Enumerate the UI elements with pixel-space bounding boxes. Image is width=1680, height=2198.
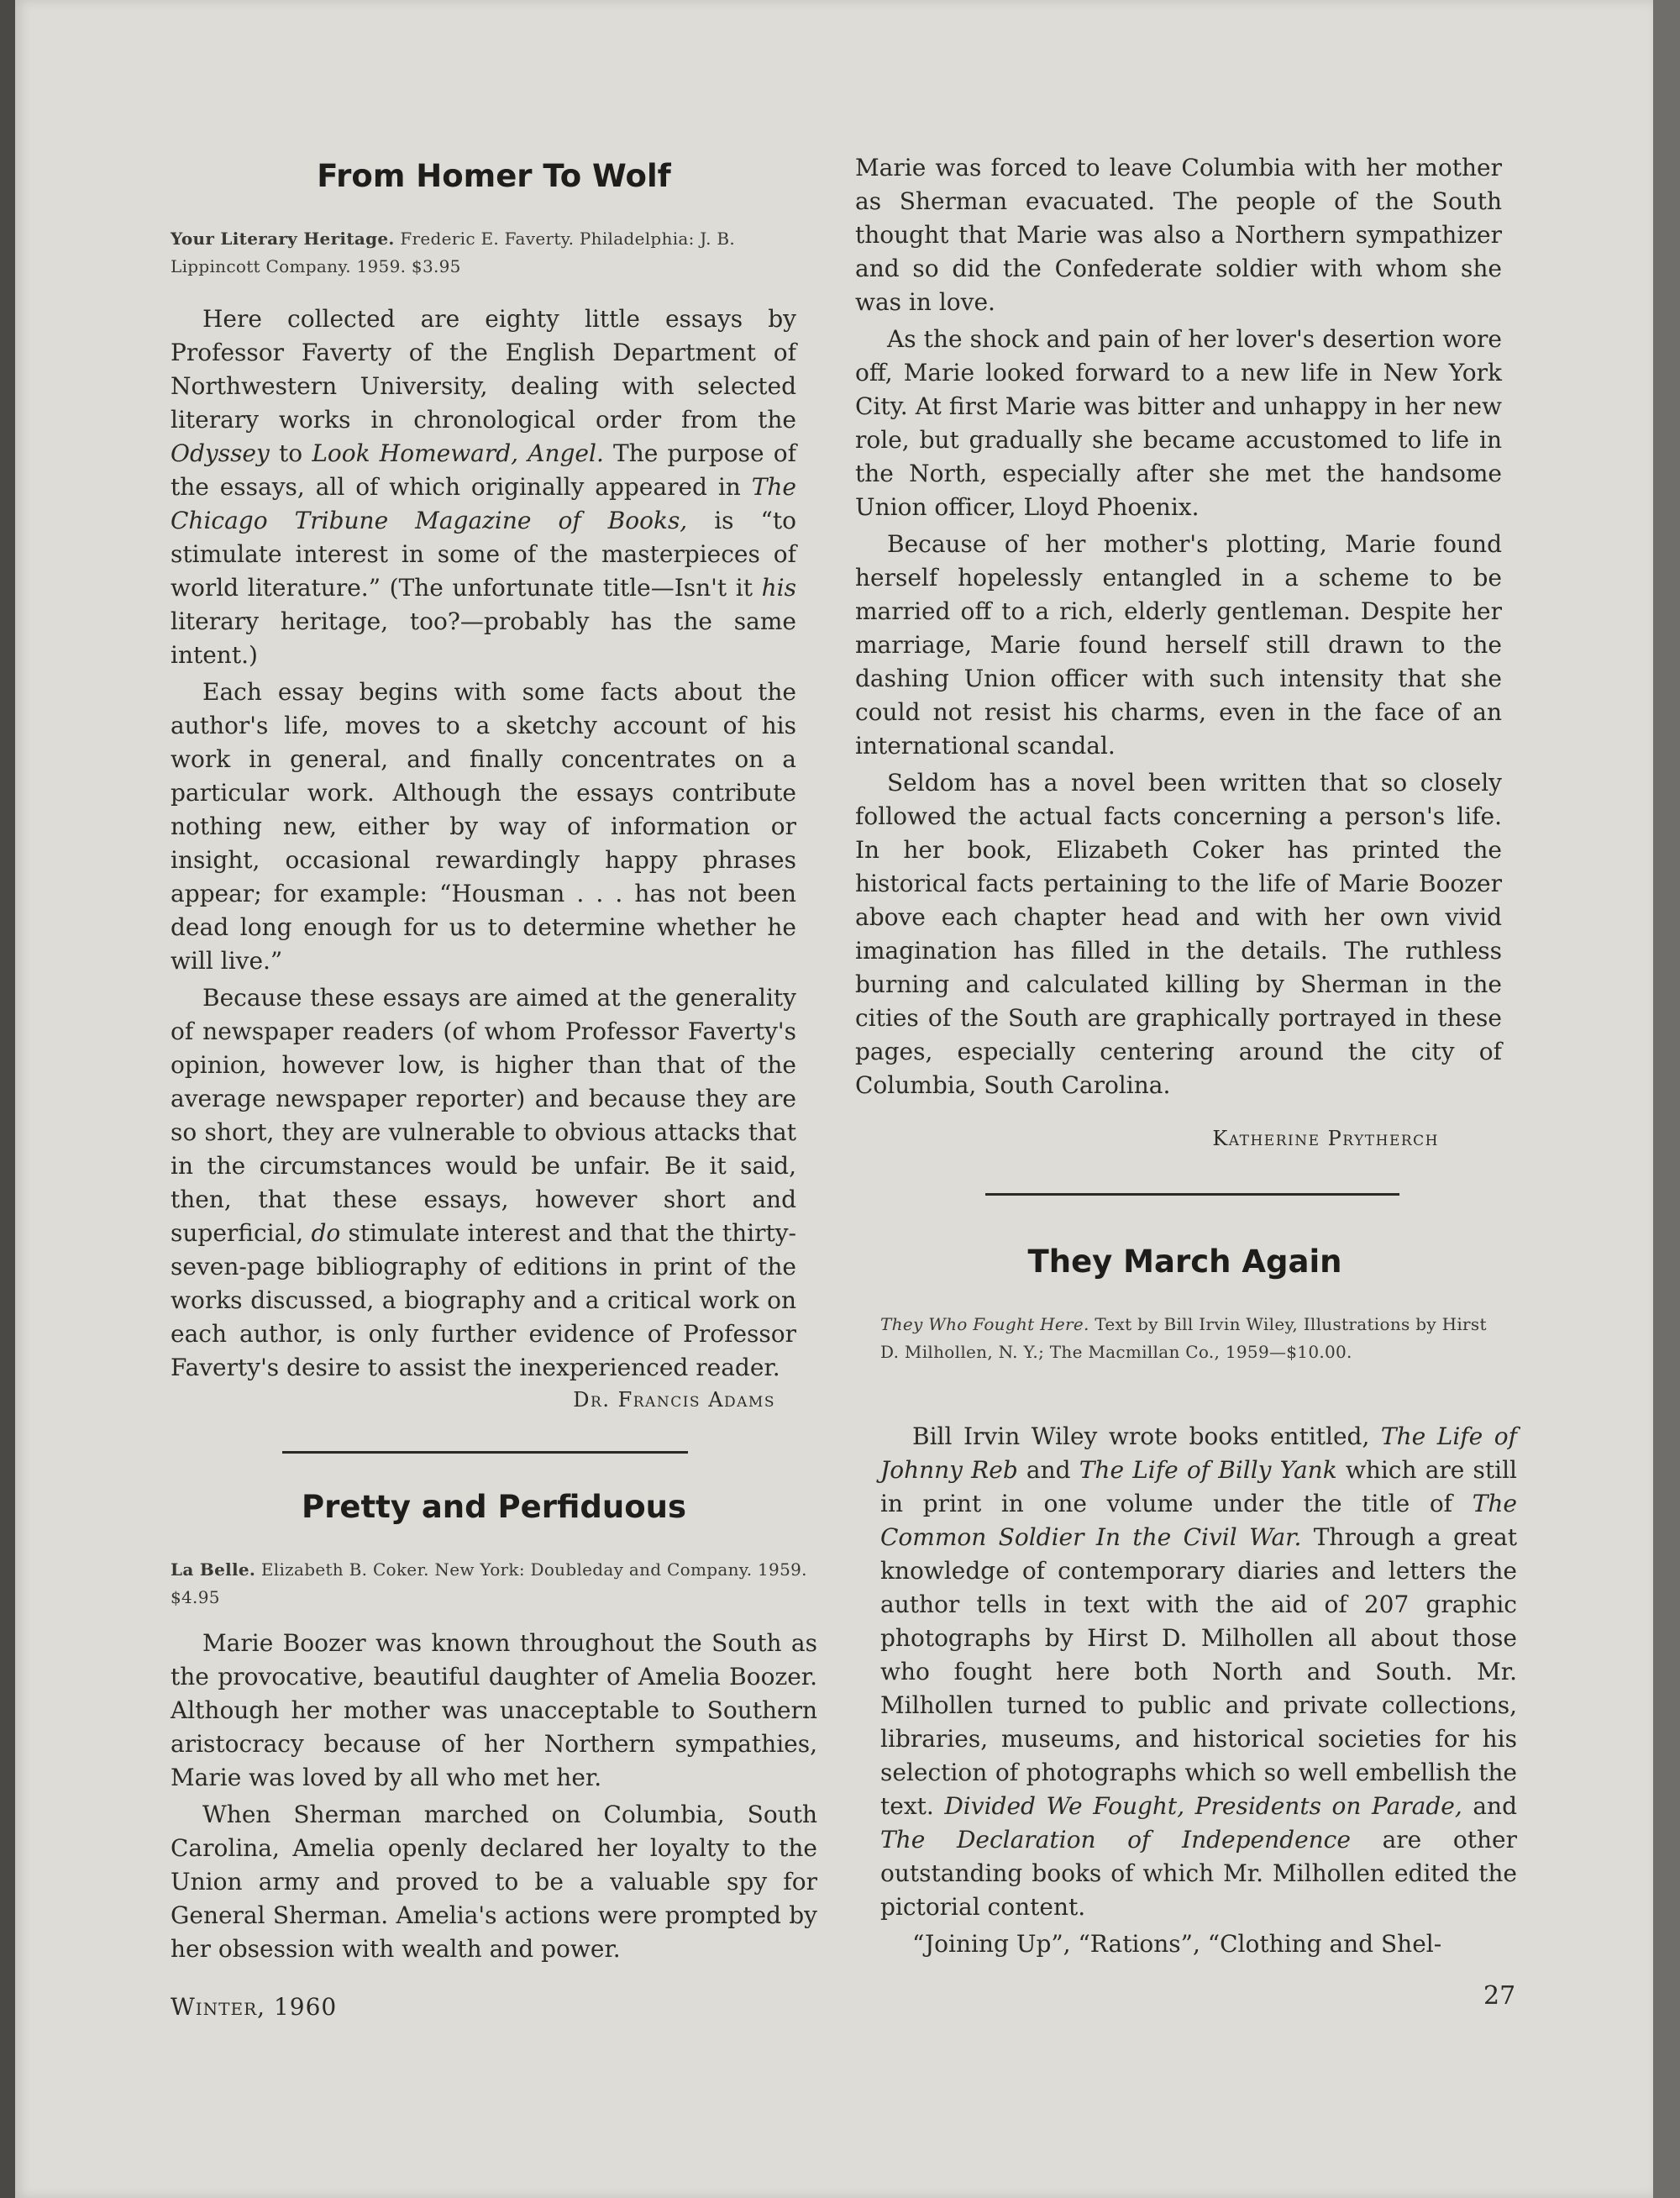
review2-paragraph-1: Marie Boozer was known throughout the South as the provocative, beautiful daughter of Amelia Boozer. Although her mother was unacceptable to Southern aristocracy because of her Northern sympathies, Marie was loved by all who met her. xyxy=(171,1629,817,1791)
page-number: 27 xyxy=(1483,1981,1516,2011)
review3-citation-details: Text by Bill Irvin Wiley, Illustrations by Hirst D. Milhollen, N. Y.; The Macmillan Co., 1959—$10.00. xyxy=(880,1314,1487,1362)
review1-paragraph-1: Here collected are eighty little essays by Professor Faverty of the English Department of Northwestern University, dealing with selected literary works in chronological order from the Odyssey to Look Homeward, Angel. The purpose of the essays, all of which originally appeared in The Chicago Tribune Magazine of Books, is “to stimulate interest in some of the masterpieces of world literature.” (The unfortunate title—Isn't it his literary heritage, too?—probably has the same intent.) xyxy=(171,305,796,669)
review1-book-title: Your Literary Heritage. xyxy=(171,229,395,249)
review2-book-title: La Belle. xyxy=(171,1559,256,1580)
review1-body xyxy=(171,302,796,1388)
review2-paragraph-4: As the shock and pain of her lover's desertion wore off, Marie looked forward to a new life in New York City. At first Marie was bitter and unhappy in her new role, but gradually she became accustomed to life in the North, especially after she met the handsome Union officer, Lloyd Phoenix. xyxy=(855,325,1502,521)
review1-paragraph-3: Because these essays are aimed at the generality of newspaper readers (of whom Professor Faverty's opinion, however low, is higher than that of the average newspaper reporter) and because they are so short, they are vulnerable to obvious attacks that in the circumstances would be unfair. Be it said, then, that these essays, however short and superficial, do stimulate interest and that the thirty-seven-page bibliography of editions in print of the works discussed, a biography and a critical work on each author, is only further evidence of Professor Faverty's desire to assist the inexperienced reader. xyxy=(171,984,796,1381)
review1-paragraph-2: Each essay begins with some facts about the author's life, moves to a sketchy account of his work in general, and finally concentrates on a particular work. Although the essays contribute nothing new, either by way of information or insight, occasional rewardingly happy phrases appear; for example: “Housman . . . has not been dead long enough for us to determine whether he will live.” xyxy=(171,678,796,975)
review2-paragraph-2: When Sherman marched on Columbia, South Carolina, Amelia openly declared her loyalty to the Union army and proved to be a valuable spy for General Sherman. Amelia's actions were prompted by her obsession with wealth and power. xyxy=(171,1801,817,1963)
review3-paragraph-2: “Joining Up”, “Rations”, “Clothing and Shel- xyxy=(912,1930,1442,1958)
review1-signature: Dr. Francis Adams xyxy=(573,1388,775,1412)
review2-title: Pretty and Perfiduous xyxy=(301,1489,686,1525)
review1-citation xyxy=(171,225,817,281)
review2-citation xyxy=(171,1556,817,1612)
review2-body-left xyxy=(171,1627,817,1969)
review2-signature: Katherine Prytherch xyxy=(1212,1127,1439,1150)
section-divider xyxy=(282,1451,688,1454)
review2-citation-details: Elizabeth B. Coker. New York: Doubleday and Company. 1959. $4.95 xyxy=(171,1559,807,1607)
review3-title: They March Again xyxy=(1027,1244,1342,1280)
review3-citation xyxy=(880,1311,1502,1366)
review2-body-right xyxy=(855,151,1502,1106)
magazine-page xyxy=(15,0,1653,2198)
review3-body xyxy=(880,1420,1517,1964)
review1-citation-details: Frederic E. Faverty. Philadelphia: J. B. Lippincott Company. 1959. $3.95 xyxy=(171,229,736,276)
section-divider xyxy=(985,1193,1399,1196)
issue-footer: Winter, 1960 xyxy=(171,1993,338,2021)
review2-paragraph-3: Marie was forced to leave Columbia with her mother as Sherman evacuated. The people of the South thought that Marie was also a Northern sympathizer and so did the Confederate soldier with whom she was in love. xyxy=(855,154,1502,316)
review2-paragraph-5: Because of her mother's plotting, Marie found herself hopelessly entangled in a scheme to be married off to a rich, elderly gentleman. Despite her marriage, Marie found herself still drawn to the dashing Union officer with such intensity that she could not resist his charms, even in the face of an international scandal. xyxy=(855,530,1502,760)
review1-title: From Homer To Wolf xyxy=(317,158,671,194)
review2-paragraph-6: Seldom has a novel been written that so closely followed the actual facts concerning a person's life. In her book, Elizabeth Coker has printed the historical facts pertaining to the life of Marie Boozer above each chapter head and with her own vivid imagination has filled in the details. The ruthless burning and calculated killing by Sherman in the cities of the South are graphically portrayed in these pages, especially centering around the city of Columbia, South Carolina. xyxy=(855,769,1502,1099)
review3-book-title: They Who Fought Here. xyxy=(880,1314,1089,1334)
binding-spine xyxy=(0,0,15,2198)
review3-paragraph-1: Bill Irvin Wiley wrote books entitled, The Life of Johnny Reb and The Life of Billy Yank which are still in print in one volume under the title of The Common Soldier In the Civil War. Through a great knowledge of contemporary diaries and letters the author tells in text with the aid of 207 graphic photographs by Hirst D. Milhollen all about those who fought here both North and South. Mr. Milhollen turned to public and private collections, libraries, museums, and historical societies for his selection of photographs which so well embellish the text. Divided We Fought, Presidents on Parade, and The Declaration of Independence are other outstanding books of which Mr. Milhollen edited the pictorial content. xyxy=(880,1422,1518,1921)
